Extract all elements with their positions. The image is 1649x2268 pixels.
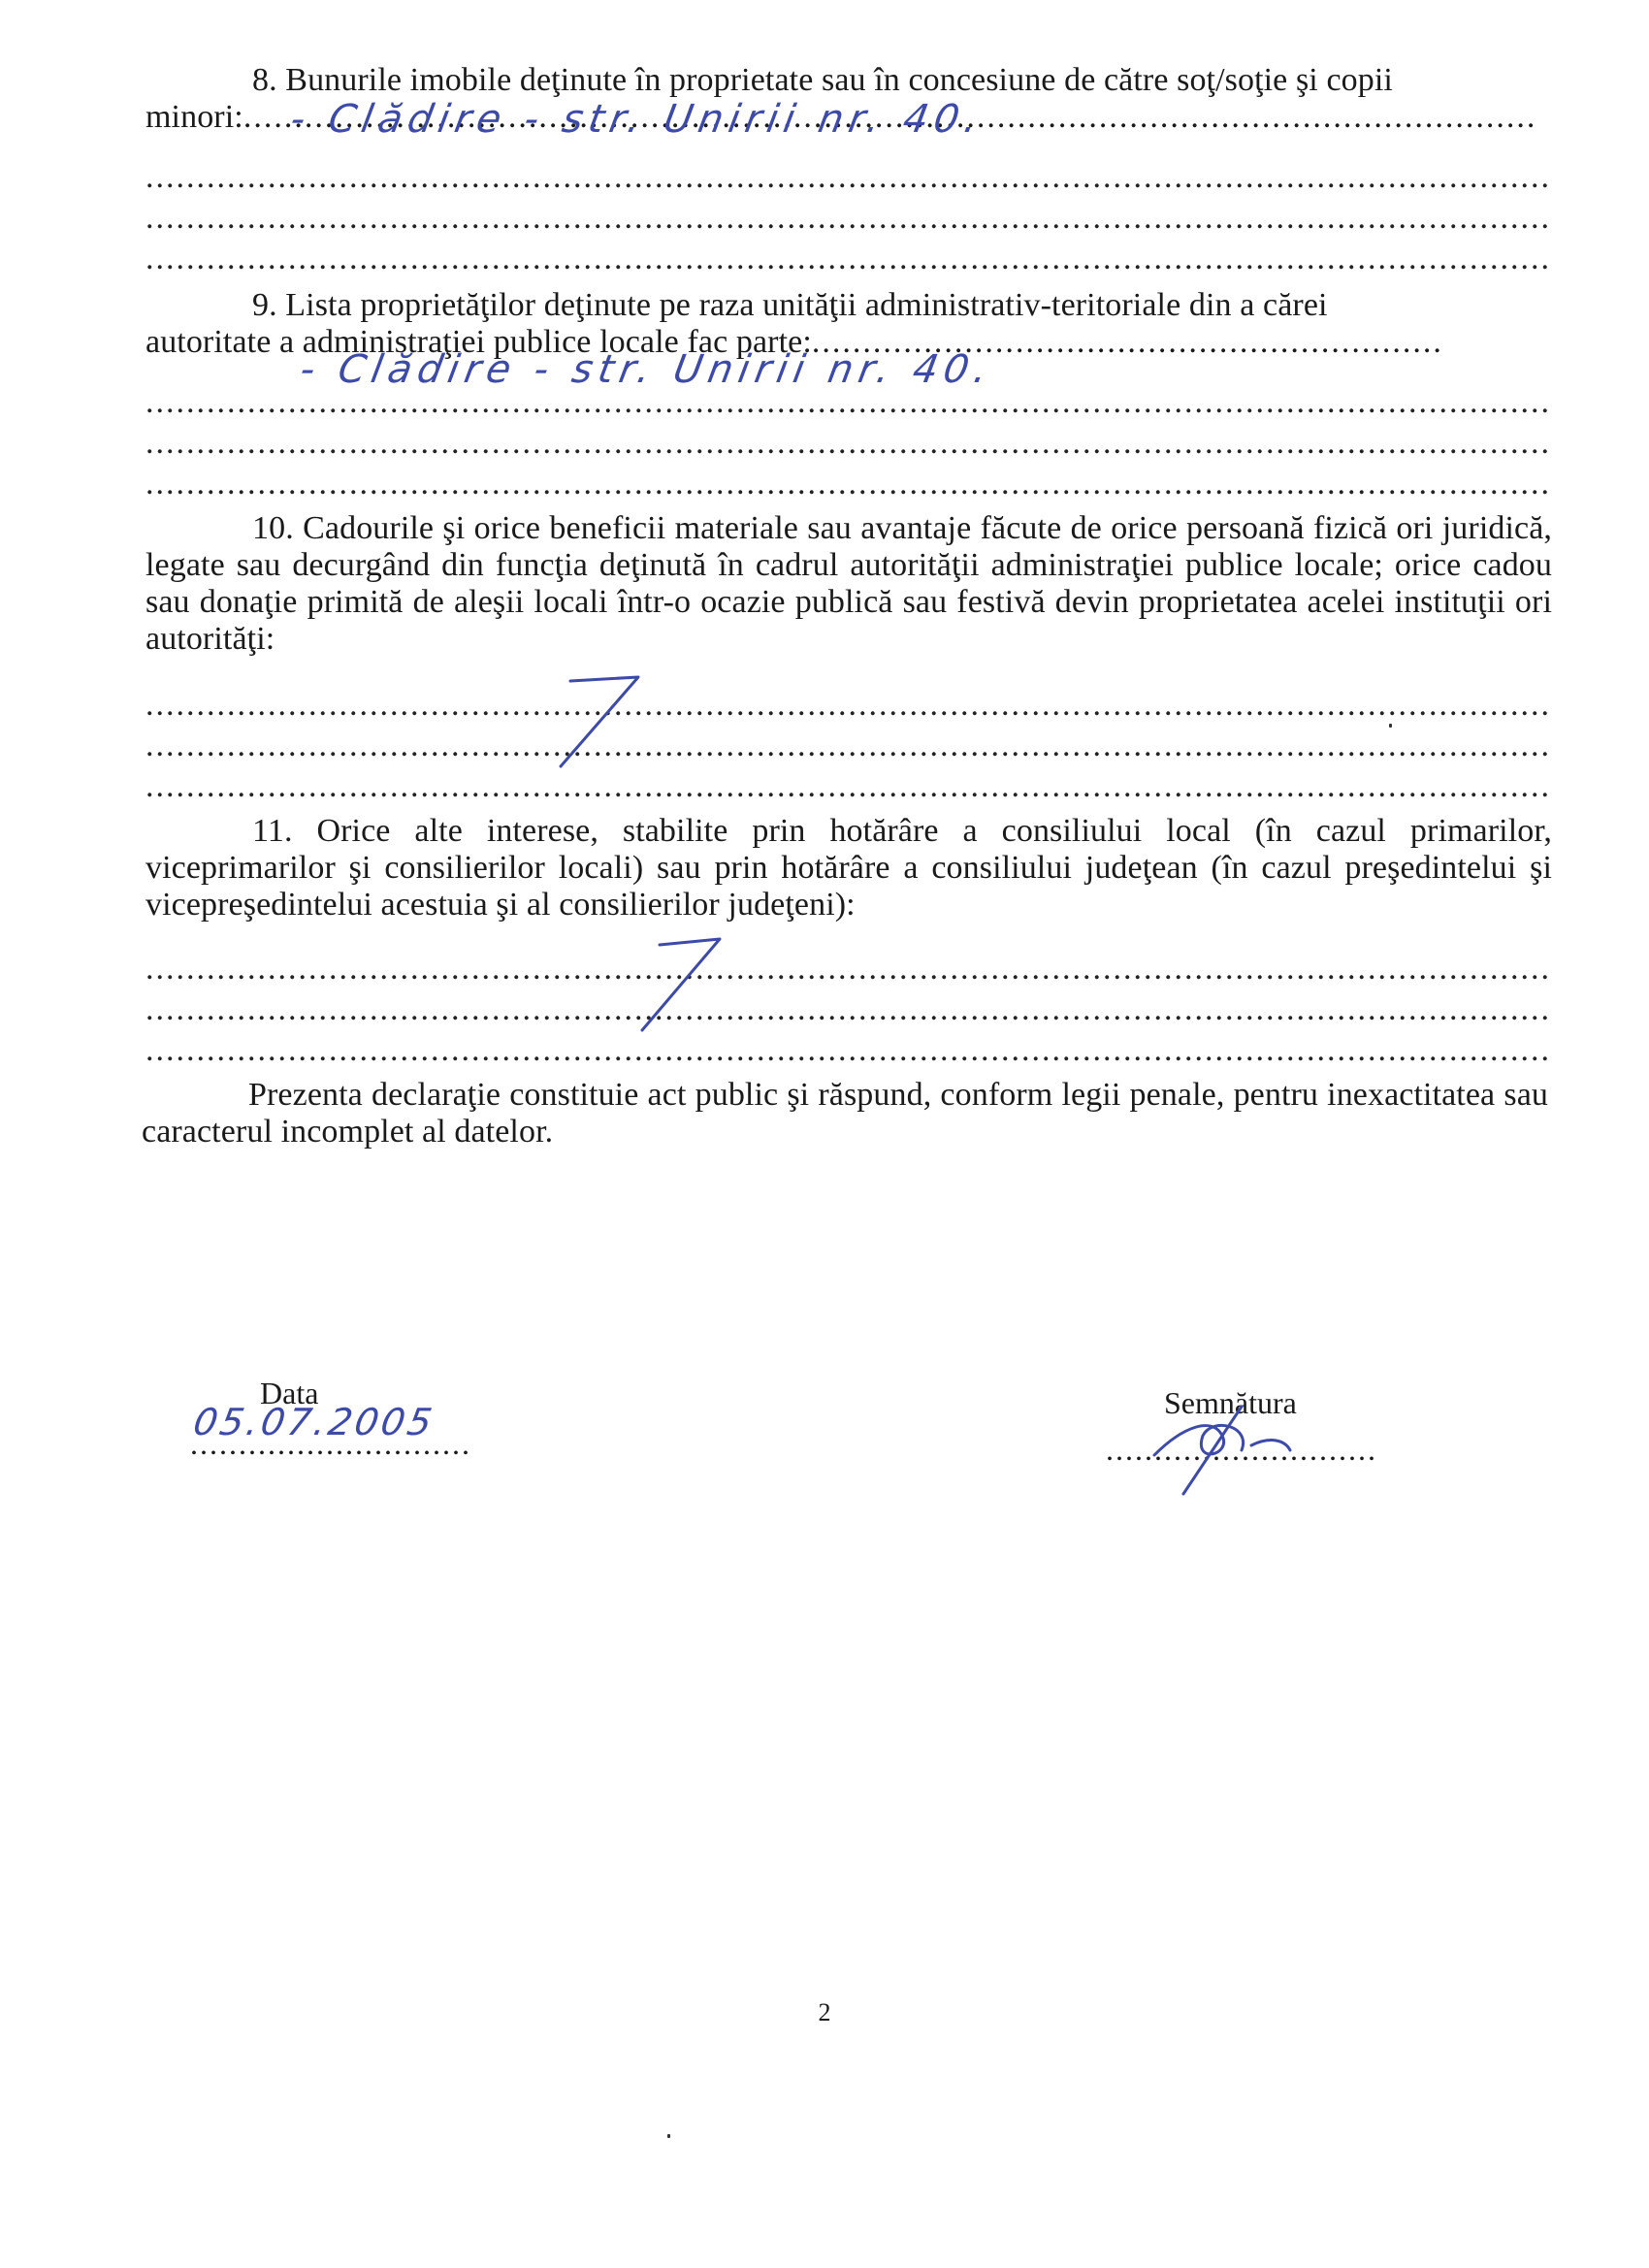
- section-10-dash-mark: [543, 669, 650, 776]
- section-8-line1: 8. Bunurile imobile deţinute în proprietate sau în concesiune de către soţ/soţie şi copii: [252, 62, 1393, 98]
- closing-statement: [142, 1077, 1548, 1150]
- closing-text: Prezenta declaraţie constituie act public şi răspund, conform legii penale, pentru inexactitatea sau caracterul incomplet al datelor.: [142, 1077, 1548, 1150]
- section-8-dots-row: [146, 200, 1552, 237]
- section-8-dots-row: [146, 159, 1552, 196]
- section-10-dots-row: [146, 728, 1552, 764]
- signature-scribble: [1125, 1397, 1319, 1504]
- section-11-dots-row: [146, 991, 1552, 1028]
- section-9-line1: 9. Lista proprietăţilor deţinute pe raza unităţii administrativ-teritoriale din a cărei: [252, 287, 1328, 323]
- section-11-dash-mark: [621, 933, 728, 1040]
- section-9-prefix: autoritate a administraţiei publice locale fac parte:: [146, 324, 812, 360]
- section-9-dots-row: [146, 384, 1552, 421]
- section-8-dots-row: [146, 241, 1552, 277]
- date-label: Data: [260, 1376, 319, 1410]
- section-10: [146, 510, 1552, 658]
- scan-speck: [667, 2134, 670, 2138]
- section-11: [146, 813, 1552, 923]
- section-9-dots-row: [146, 466, 1552, 502]
- section-11-dots-row: [146, 951, 1552, 988]
- section-9-handwriting: - Clădire - str. Unirii nr. 40.: [296, 347, 997, 392]
- page-number: 2: [818, 1998, 831, 2026]
- section-9-dots-row: [146, 425, 1552, 462]
- section-8-handwriting: - Clădire - str. Unirii nr. 40.: [286, 97, 987, 142]
- signature-label: Semnătura: [1164, 1385, 1297, 1420]
- scan-speck: [1389, 724, 1392, 728]
- date-handwriting: 05.07.2005: [190, 1401, 438, 1443]
- section-10-text: 10. Cadourile şi orice beneficii materiale sau avantaje făcute de orice persoană fizică ori juridică, legate sau decurgând din funcţia deţinută în cadrul autorităţii administraţiei publice locale; orice cadou sau donaţie primită de aleşii locali într-o ocazie publică sau festivă devin proprietatea acelei instituţii ori autorităţi:: [146, 510, 1552, 657]
- section-11-text: 11. Orice alte interese, stabilite prin hotărâre a consiliului local (în cazul primarilor, viceprimarilor şi consilierilor locali) sau prin hotărâre a consiliului judeţean (în cazul preşedintelui şi vicepreşedintelui acestuia şi al consilierilor judeţeni):: [146, 813, 1552, 923]
- section-11-dots-row: [146, 1032, 1552, 1069]
- section-8-prefix: minori:: [146, 99, 243, 135]
- date-dots: [190, 1426, 471, 1462]
- section-10-dots-row: [146, 768, 1552, 805]
- section-10-dots-row: [146, 687, 1552, 724]
